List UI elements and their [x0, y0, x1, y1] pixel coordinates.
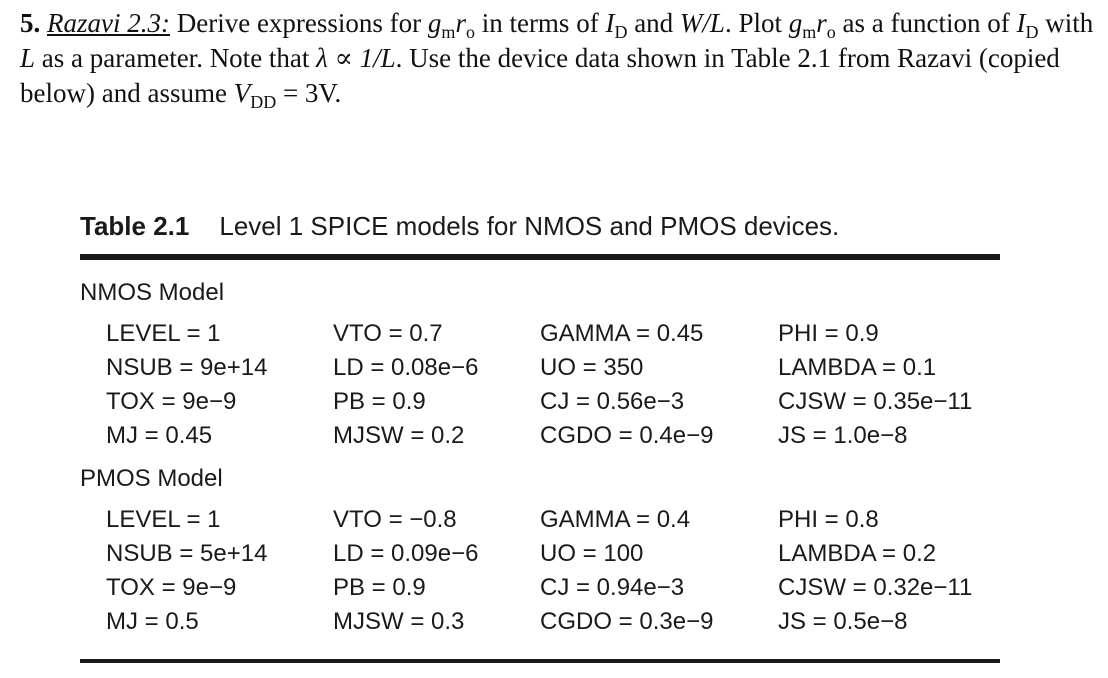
table-caption-text: Level 1 SPICE models for NMOS and PMOS devices. [219, 211, 840, 241]
param-cell: JS = 0.5e−8 [778, 608, 908, 635]
param-cell: CJSW = 0.32e−11 [778, 574, 973, 601]
param-cell: PB = 0.9 [333, 574, 426, 601]
id-subscript: D [1025, 22, 1039, 42]
nmos-parameters [80, 317, 1000, 453]
gm-symbol: g [427, 8, 442, 38]
table-row [80, 419, 1000, 453]
param-cell: VTO = −0.8 [333, 506, 457, 533]
param-cell: PHI = 0.8 [778, 506, 879, 533]
pmos-section-title: PMOS Model [80, 465, 223, 492]
problem-text: . Plot [724, 8, 789, 38]
problem-text: Derive expressions for [169, 8, 428, 38]
gm-symbol: g [788, 8, 803, 38]
table-row [80, 605, 1000, 639]
ro-subscript: o [826, 22, 836, 42]
gm-subscript: m [802, 22, 817, 42]
table-top-rule [80, 254, 1000, 260]
param-cell: MJSW = 0.3 [333, 608, 465, 635]
ro-symbol: r [816, 8, 827, 38]
problem-statement [20, 6, 1100, 111]
param-cell: PB = 0.9 [333, 388, 426, 415]
table-row [80, 385, 1000, 419]
table-row [80, 351, 1000, 385]
vdd-symbol: V [233, 78, 251, 108]
problem-text: and [627, 8, 680, 38]
pmos-parameters [80, 503, 1000, 639]
spice-model-table [80, 206, 1000, 663]
problem-text: . Use the device data shown in Table 2.1 from Razavi (copied below) and assume [20, 43, 1060, 108]
table-row [80, 503, 1000, 537]
id-symbol: I [1016, 8, 1026, 38]
w-over-l: W/L [679, 8, 725, 38]
param-cell: GAMMA = 0.45 [540, 320, 704, 347]
param-cell: CGDO = 0.4e−9 [540, 422, 714, 449]
nmos-section-title: NMOS Model [80, 279, 225, 306]
id-subscript: D [614, 22, 628, 42]
problem-text: as a parameter. Note that [35, 43, 317, 73]
param-cell: PHI = 0.9 [778, 320, 879, 347]
table-caption [80, 206, 1000, 246]
gm-subscript: m [441, 22, 456, 42]
param-cell: LAMBDA = 0.1 [778, 354, 937, 381]
table-row [80, 571, 1000, 605]
id-symbol: I [605, 8, 615, 38]
param-cell: CJ = 0.94e−3 [540, 574, 685, 601]
param-cell: LEVEL = 1 [106, 320, 221, 347]
table-row [80, 317, 1000, 351]
param-cell: JS = 1.0e−8 [778, 422, 908, 449]
problem-number: 5. [20, 8, 41, 38]
param-cell: TOX = 9e−9 [106, 574, 237, 601]
param-cell: CJSW = 0.35e−11 [778, 388, 973, 415]
table-bottom-rule [80, 659, 1000, 663]
param-cell: VTO = 0.7 [333, 320, 443, 347]
param-cell: MJSW = 0.2 [333, 422, 465, 449]
param-cell: UO = 100 [540, 540, 644, 567]
lambda-relation: λ ∝ 1/L [316, 43, 396, 73]
problem-text: in terms of [474, 8, 606, 38]
param-cell: CGDO = 0.3e−9 [540, 608, 714, 635]
param-cell: LEVEL = 1 [106, 506, 221, 533]
table-row [80, 537, 1000, 571]
param-cell: GAMMA = 0.4 [540, 506, 691, 533]
vdd-subscript: DD [250, 92, 277, 112]
ro-symbol: r [455, 8, 466, 38]
param-cell: NSUB = 5e+14 [106, 540, 268, 567]
table-label: Table 2.1 [80, 211, 190, 241]
problem-reference: Razavi 2.3: [47, 8, 170, 38]
l-parameter: L [20, 43, 36, 73]
param-cell: CJ = 0.56e−3 [540, 388, 685, 415]
param-cell: MJ = 0.5 [106, 608, 199, 635]
param-cell: MJ = 0.45 [106, 422, 213, 449]
ro-subscript: o [465, 22, 475, 42]
param-cell: UO = 350 [540, 354, 644, 381]
problem-text: with [1038, 8, 1094, 38]
param-cell: NSUB = 9e+14 [106, 354, 268, 381]
param-cell: LAMBDA = 0.2 [778, 540, 937, 567]
param-cell: TOX = 9e−9 [106, 388, 237, 415]
param-cell: LD = 0.09e−6 [333, 540, 479, 567]
problem-text: as a function of [835, 8, 1017, 38]
param-cell: LD = 0.08e−6 [333, 354, 479, 381]
problem-text: = 3V. [276, 78, 342, 108]
